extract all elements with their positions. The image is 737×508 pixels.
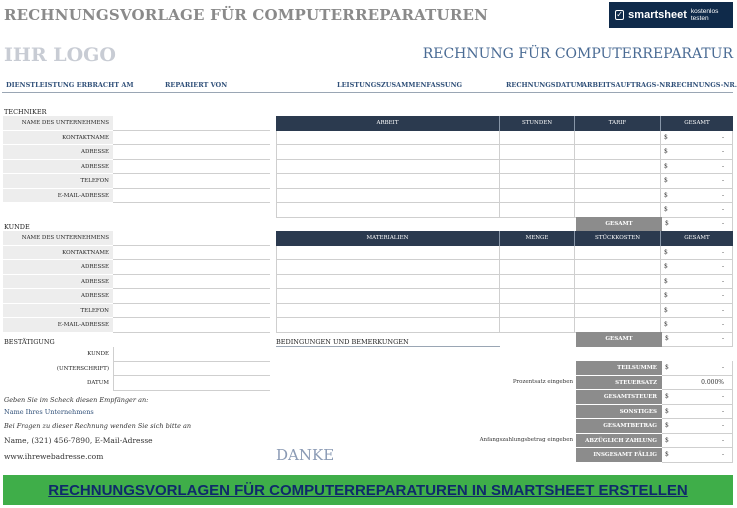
thanks-text: DANKE	[276, 446, 335, 464]
customer-row[interactable]: E-MAIL-ADRESSE	[3, 318, 270, 333]
customer-row[interactable]: ADRESSE	[3, 289, 270, 304]
smartsheet-banner	[3, 475, 733, 505]
conditions-label: BEDINGUNGEN UND BEMERKUNGEN	[276, 338, 409, 346]
check-note: Geben Sie im Scheck diesen Empfänger an:	[4, 396, 149, 404]
summary-row[interactable]: TEILSUMME $ -	[576, 361, 733, 376]
customer-row[interactable]: NAME DES UNTERNEHMENS	[3, 231, 270, 246]
technician-row[interactable]: TELEFON	[3, 174, 270, 189]
technician-label: TECHNIKER	[4, 108, 47, 116]
labor-total-row: GESAMT $ -	[576, 217, 733, 232]
labor-table-row[interactable]: $ -	[276, 145, 733, 160]
summary-row[interactable]: GESAMTSTEUER $ -	[576, 390, 733, 405]
labor-table-row[interactable]: $ -	[276, 160, 733, 175]
header-field-repaired-by: REPARIERT VON	[165, 81, 228, 89]
summary-row[interactable]: SONSTIGES $ -	[576, 405, 733, 420]
labor-table-row[interactable]: $ -	[276, 189, 733, 204]
technician-row[interactable]: E-MAIL-ADRESSE	[3, 189, 270, 204]
materials-table-row[interactable]: $ -	[276, 260, 733, 275]
header-field-invoice-date: RECHNUNGSDATUM	[506, 81, 584, 89]
confirmation-label: BESTÄTIGUNG	[4, 338, 55, 346]
customer-label: KUNDE	[4, 223, 30, 231]
technician-row[interactable]: ADRESSE	[3, 160, 270, 175]
summary-row[interactable]: GESAMTBETRAG $ -	[576, 419, 733, 434]
materials-table-header: MATERIALIEN MENGE STÜCKKOSTEN GESAMT	[276, 231, 733, 246]
labor-table-header: ARBEIT STUNDEN TARIF GESAMT	[276, 116, 733, 131]
summary-row[interactable]: STEUERSATZ 0.000%	[576, 376, 733, 391]
confirmation-row[interactable]: KUNDE	[3, 347, 270, 362]
header-field-work-order-no: ARBEITSAUFTRAGS-NR.	[582, 81, 673, 89]
conditions-divider	[276, 346, 500, 347]
header-field-service-date: DIENSTLEISTUNG ERBRACHT AM	[6, 81, 134, 89]
logo-placeholder: IHR LOGO	[4, 44, 116, 66]
summary-row[interactable]: INSGESAMT FÄLLIG $ -	[576, 448, 733, 463]
summary-row[interactable]: ABZÜGLICH ZAHLUNG $ -	[576, 434, 733, 449]
smartsheet-trial-button[interactable]	[609, 2, 733, 28]
customer-row[interactable]: TELEFON	[3, 304, 270, 319]
create-templates-link[interactable]: RECHNUNGSVORLAGEN FÜR COMPUTERREPARATUREN IN SMARTSHEET ERSTELLEN	[48, 481, 688, 499]
customer-row[interactable]: KONTAKTNAME	[3, 246, 270, 261]
materials-total-row: GESAMT $ -	[576, 332, 733, 347]
questions-note: Bei Fragen zu dieser Rechnung wenden Sie sich bitte an	[4, 422, 192, 430]
confirmation-row[interactable]: DATUM	[3, 376, 270, 391]
header-divider	[2, 92, 733, 93]
invoice-title: RECHNUNG FÜR COMPUTERREPARATUR	[422, 46, 733, 62]
header-field-invoice-no: RECHNUNGS-NR.	[671, 81, 737, 89]
labor-table-row[interactable]: $ -	[276, 203, 733, 218]
website: www.ihrewebadresse.com	[4, 452, 104, 461]
materials-table-row[interactable]: $ -	[276, 275, 733, 290]
technician-row[interactable]: KONTAKTNAME	[3, 131, 270, 146]
contact-info: Name, (321) 456-7890, E-Mail-Adresse	[4, 436, 153, 445]
labor-table-row[interactable]: $ -	[276, 174, 733, 189]
tax-rate-note: Prozentsatz eingeben	[512, 379, 573, 385]
materials-table-row[interactable]: $ -	[276, 304, 733, 319]
materials-table-row[interactable]: $ -	[276, 318, 733, 333]
technician-row[interactable]: NAME DES UNTERNEHMENS	[3, 116, 270, 131]
down-payment-note: Anfangszahlungsbetrag eingeben	[479, 437, 573, 443]
technician-row[interactable]: ADRESSE	[3, 145, 270, 160]
materials-table-row[interactable]: $ -	[276, 289, 733, 304]
checkmark-icon: ✓	[616, 10, 623, 19]
customer-row[interactable]: ADRESSE	[3, 260, 270, 275]
customer-row[interactable]: ADRESSE	[3, 275, 270, 290]
header-field-summary: LEISTUNGSZUSAMMENFASSUNG	[337, 81, 463, 89]
trial-label: kostenlos testen	[690, 8, 719, 22]
materials-table-row[interactable]: $ -	[276, 246, 733, 261]
page-title: RECHNUNGSVORLAGE FÜR COMPUTERREPARATUREN	[4, 6, 489, 24]
smartsheet-brand: smartsheet	[628, 9, 687, 21]
labor-table-row[interactable]: $ -	[276, 131, 733, 146]
company-name: Name Ihres Unternehmens	[4, 408, 94, 416]
confirmation-row[interactable]: (UNTERSCHRIFT)	[3, 362, 270, 377]
